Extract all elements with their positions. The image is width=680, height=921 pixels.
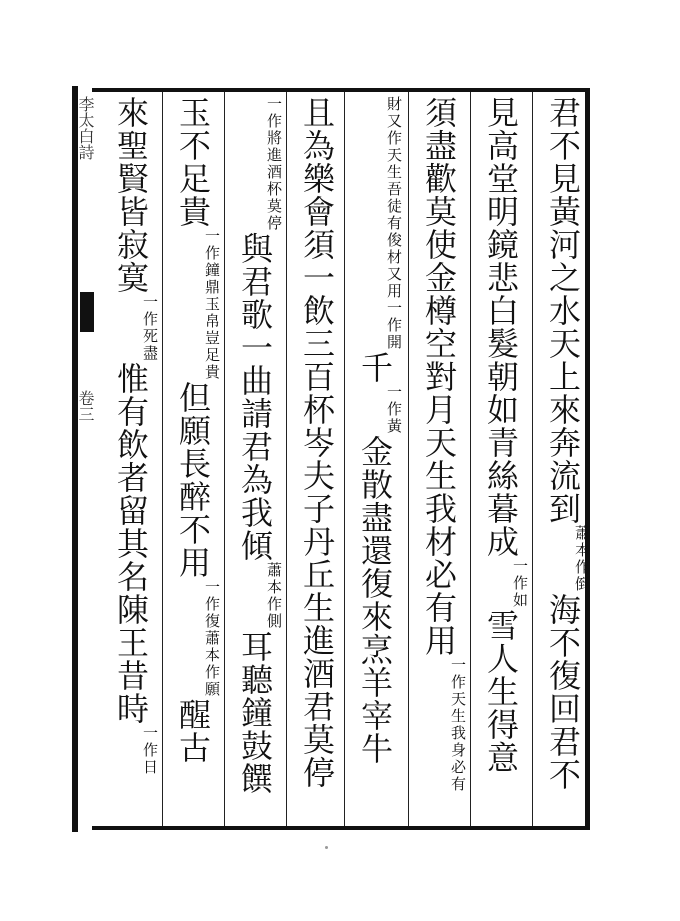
margin-title: 李太白詩 <box>76 96 95 160</box>
text-column-5 <box>290 96 344 826</box>
annotation-line: 一作天生 <box>449 657 467 725</box>
annotation-line: 蕭本 <box>265 562 283 596</box>
main-text: 與君歌一曲請君為我傾 <box>236 232 274 562</box>
annotation <box>166 228 220 381</box>
annotation <box>104 294 158 362</box>
annotation-line: 我身必有 <box>449 725 467 793</box>
main-text: 千 <box>356 351 394 384</box>
main-text: 且為樂會須一飲三百杯岑夫子丹丘生進酒君莫停 <box>298 96 336 789</box>
annotation-line: 日 <box>141 759 159 776</box>
annotation <box>412 657 466 793</box>
annotation-line: 一作鐘鼎玉 <box>203 228 221 313</box>
annotation-line: 財又作天生吾徒有 <box>385 96 403 232</box>
text-column-4 <box>348 96 402 826</box>
column-rule <box>162 92 163 826</box>
text-column-7 <box>166 96 220 826</box>
column-rule <box>224 92 225 826</box>
annotation-line: 本作願 <box>203 647 221 698</box>
annotation <box>104 725 158 776</box>
main-text: 醒古 <box>174 698 212 764</box>
text-column-2 <box>474 96 528 826</box>
annotation-line: 一作 <box>141 725 159 759</box>
column-rule <box>408 92 409 826</box>
annotation <box>474 558 528 609</box>
scan-speck <box>325 846 328 849</box>
annotation-line: 作側 <box>265 596 283 630</box>
main-text: 玉不足貴 <box>174 96 212 228</box>
annotation-line: 一作復蕭 <box>203 579 221 647</box>
main-text: 但願長醉不用 <box>174 381 212 579</box>
column-rule <box>470 92 471 826</box>
column-rule <box>344 92 345 826</box>
annotation <box>348 384 402 435</box>
main-text: 惟有飲者留其名陳王昔時 <box>112 362 150 725</box>
main-text: 海不復回君不 <box>544 593 582 791</box>
main-text: 來聖賢皆寂寞 <box>112 96 150 294</box>
annotation-line: 酒杯莫停 <box>265 164 283 232</box>
annotation <box>348 96 402 351</box>
annotation-line: 蕭本 <box>573 525 591 559</box>
annotation-line: 死盡 <box>141 328 159 362</box>
annotation-line: 如 <box>511 592 529 609</box>
annotation <box>228 562 282 630</box>
annotation-line: 一作 <box>385 384 403 418</box>
text-column-6 <box>228 96 282 826</box>
annotation-line: 俊材又用一作開 <box>385 232 403 351</box>
text-column-1 <box>536 96 590 826</box>
annotation <box>228 96 282 232</box>
annotation <box>166 579 220 698</box>
annotation-line: 作倒 <box>573 559 591 593</box>
text-column-8 <box>104 96 158 826</box>
main-text: 須盡歡莫使金樽空對月天生我材必有用 <box>420 96 458 657</box>
main-text: 金散盡還復來烹羊宰牛 <box>356 435 394 765</box>
annotation <box>536 525 590 593</box>
annotation-line: 一作 <box>141 294 159 328</box>
column-rule <box>286 92 287 826</box>
main-text: 雪人生得意 <box>482 609 520 774</box>
margin-volume: 卷三 <box>76 390 95 422</box>
annotation-line: 帛豈足貴 <box>203 313 221 381</box>
main-text: 耳聽鐘鼓饌 <box>236 630 274 795</box>
annotation-line: 一作將進 <box>265 96 283 164</box>
annotation-line: 黃 <box>385 418 403 435</box>
text-column-3 <box>412 96 466 826</box>
main-text: 君不見黃河之水天上來奔流到 <box>544 96 582 525</box>
column-rule <box>532 92 533 826</box>
annotation-line: 一作 <box>511 558 529 592</box>
main-text: 見高堂明鏡悲白髮朝如青絲暮成 <box>482 96 520 558</box>
